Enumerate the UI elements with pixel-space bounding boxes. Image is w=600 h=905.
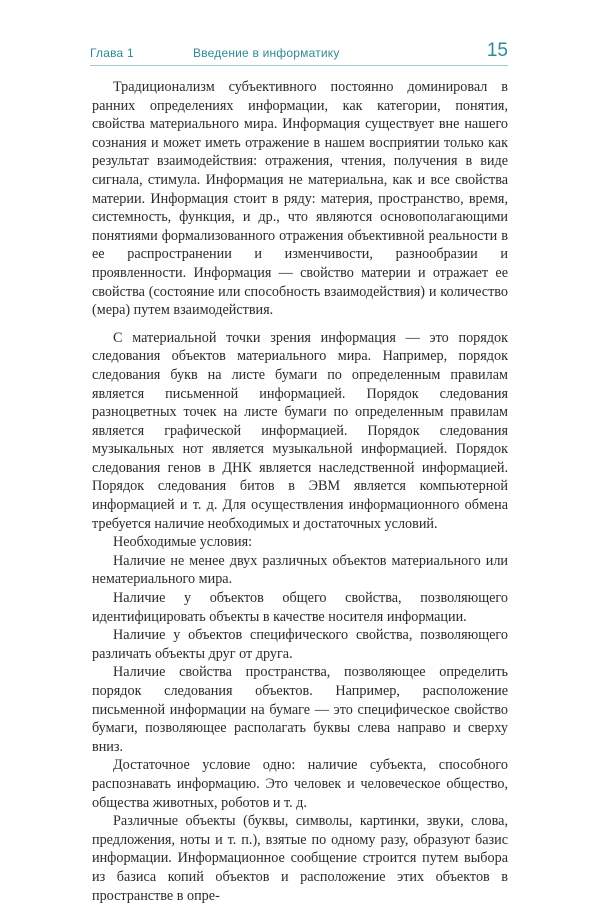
page-body	[92, 78, 508, 905]
paragraph: Наличие у объектов специфического свойства, позволяющего различать объекты друг от друга.	[92, 627, 508, 662]
paragraph: С материальной точки зрения информация — это порядок следования объектов материального мира. Например, порядок следования букв на листе бумаги по определенным правилам является письменной информацией. Порядок следования разноцветных точек на листе бумаги по определенным правилам является графической информацией. Порядок следования музыкальных нот является музыкальной информацией. Порядок следования генов в ДНК является наследственной информацией. Порядок следования битов в ЭВМ является компьютерной информацией и т. д. Для осуществления информационного обмена требуется наличие необходимых и достаточных условий.	[92, 329, 508, 532]
paragraph: Необходимые условия:	[113, 534, 253, 551]
running-header	[90, 40, 508, 66]
page-number: 15	[486, 40, 508, 61]
paragraph: Наличие не менее двух различных объектов материального или нематериального мира.	[92, 552, 508, 588]
paragraph: Наличие свойства пространства, позволяющее определить порядок следования объектов. Например, расположение письменной информации на бумаге — это специфическое свойство бумаги, позволяющее располагать буквы слева направо и сверху вниз.	[92, 664, 508, 755]
paragraph: Наличие у объектов общего свойства, позволяющего идентифицировать объекты в качестве носителя информации.	[92, 590, 508, 625]
section-title: Введение в информатику	[193, 46, 340, 60]
paragraph: Традиционализм субъективного постоянно доминировал в ранних определениях информации, как категории, понятия, свойства материального мира. Информация существует вне нашего сознания и может иметь отражение в нашем восприятии только как результат взаимодействия: отражения, чтения, получения в виде сигнала, стимула. Информация не материальна, как и все свойства материи. Информация стоит в ряду: материя, пространство, время, системность, функция, и др., что являются основополагающими понятиями формализованного отражения объективной реальности в ее распространении и изменчивости, разнообразии и проявленности. Информация — свойство материи и отражает ее свойства (состояние или способность взаимодействия) и количество (мера) путем взаимодействия.	[92, 79, 508, 319]
paragraph: Различные объекты (буквы, символы, картинки, звуки, слова, предложения, ноты и т. п.), взятые по одному разу, образуют базис информации. Информационное сообщение строится путем выбора из базиса копий объектов и расположение этих объектов в пространстве в опре-	[92, 813, 508, 904]
chapter-label: Глава 1	[90, 46, 134, 60]
paragraph: Достаточное условие одно: наличие субъекта, способного распознавать информацию. Это человек и человеческое общество, общества животных, роботов и т. д.	[92, 757, 508, 811]
header-divider	[90, 65, 508, 66]
